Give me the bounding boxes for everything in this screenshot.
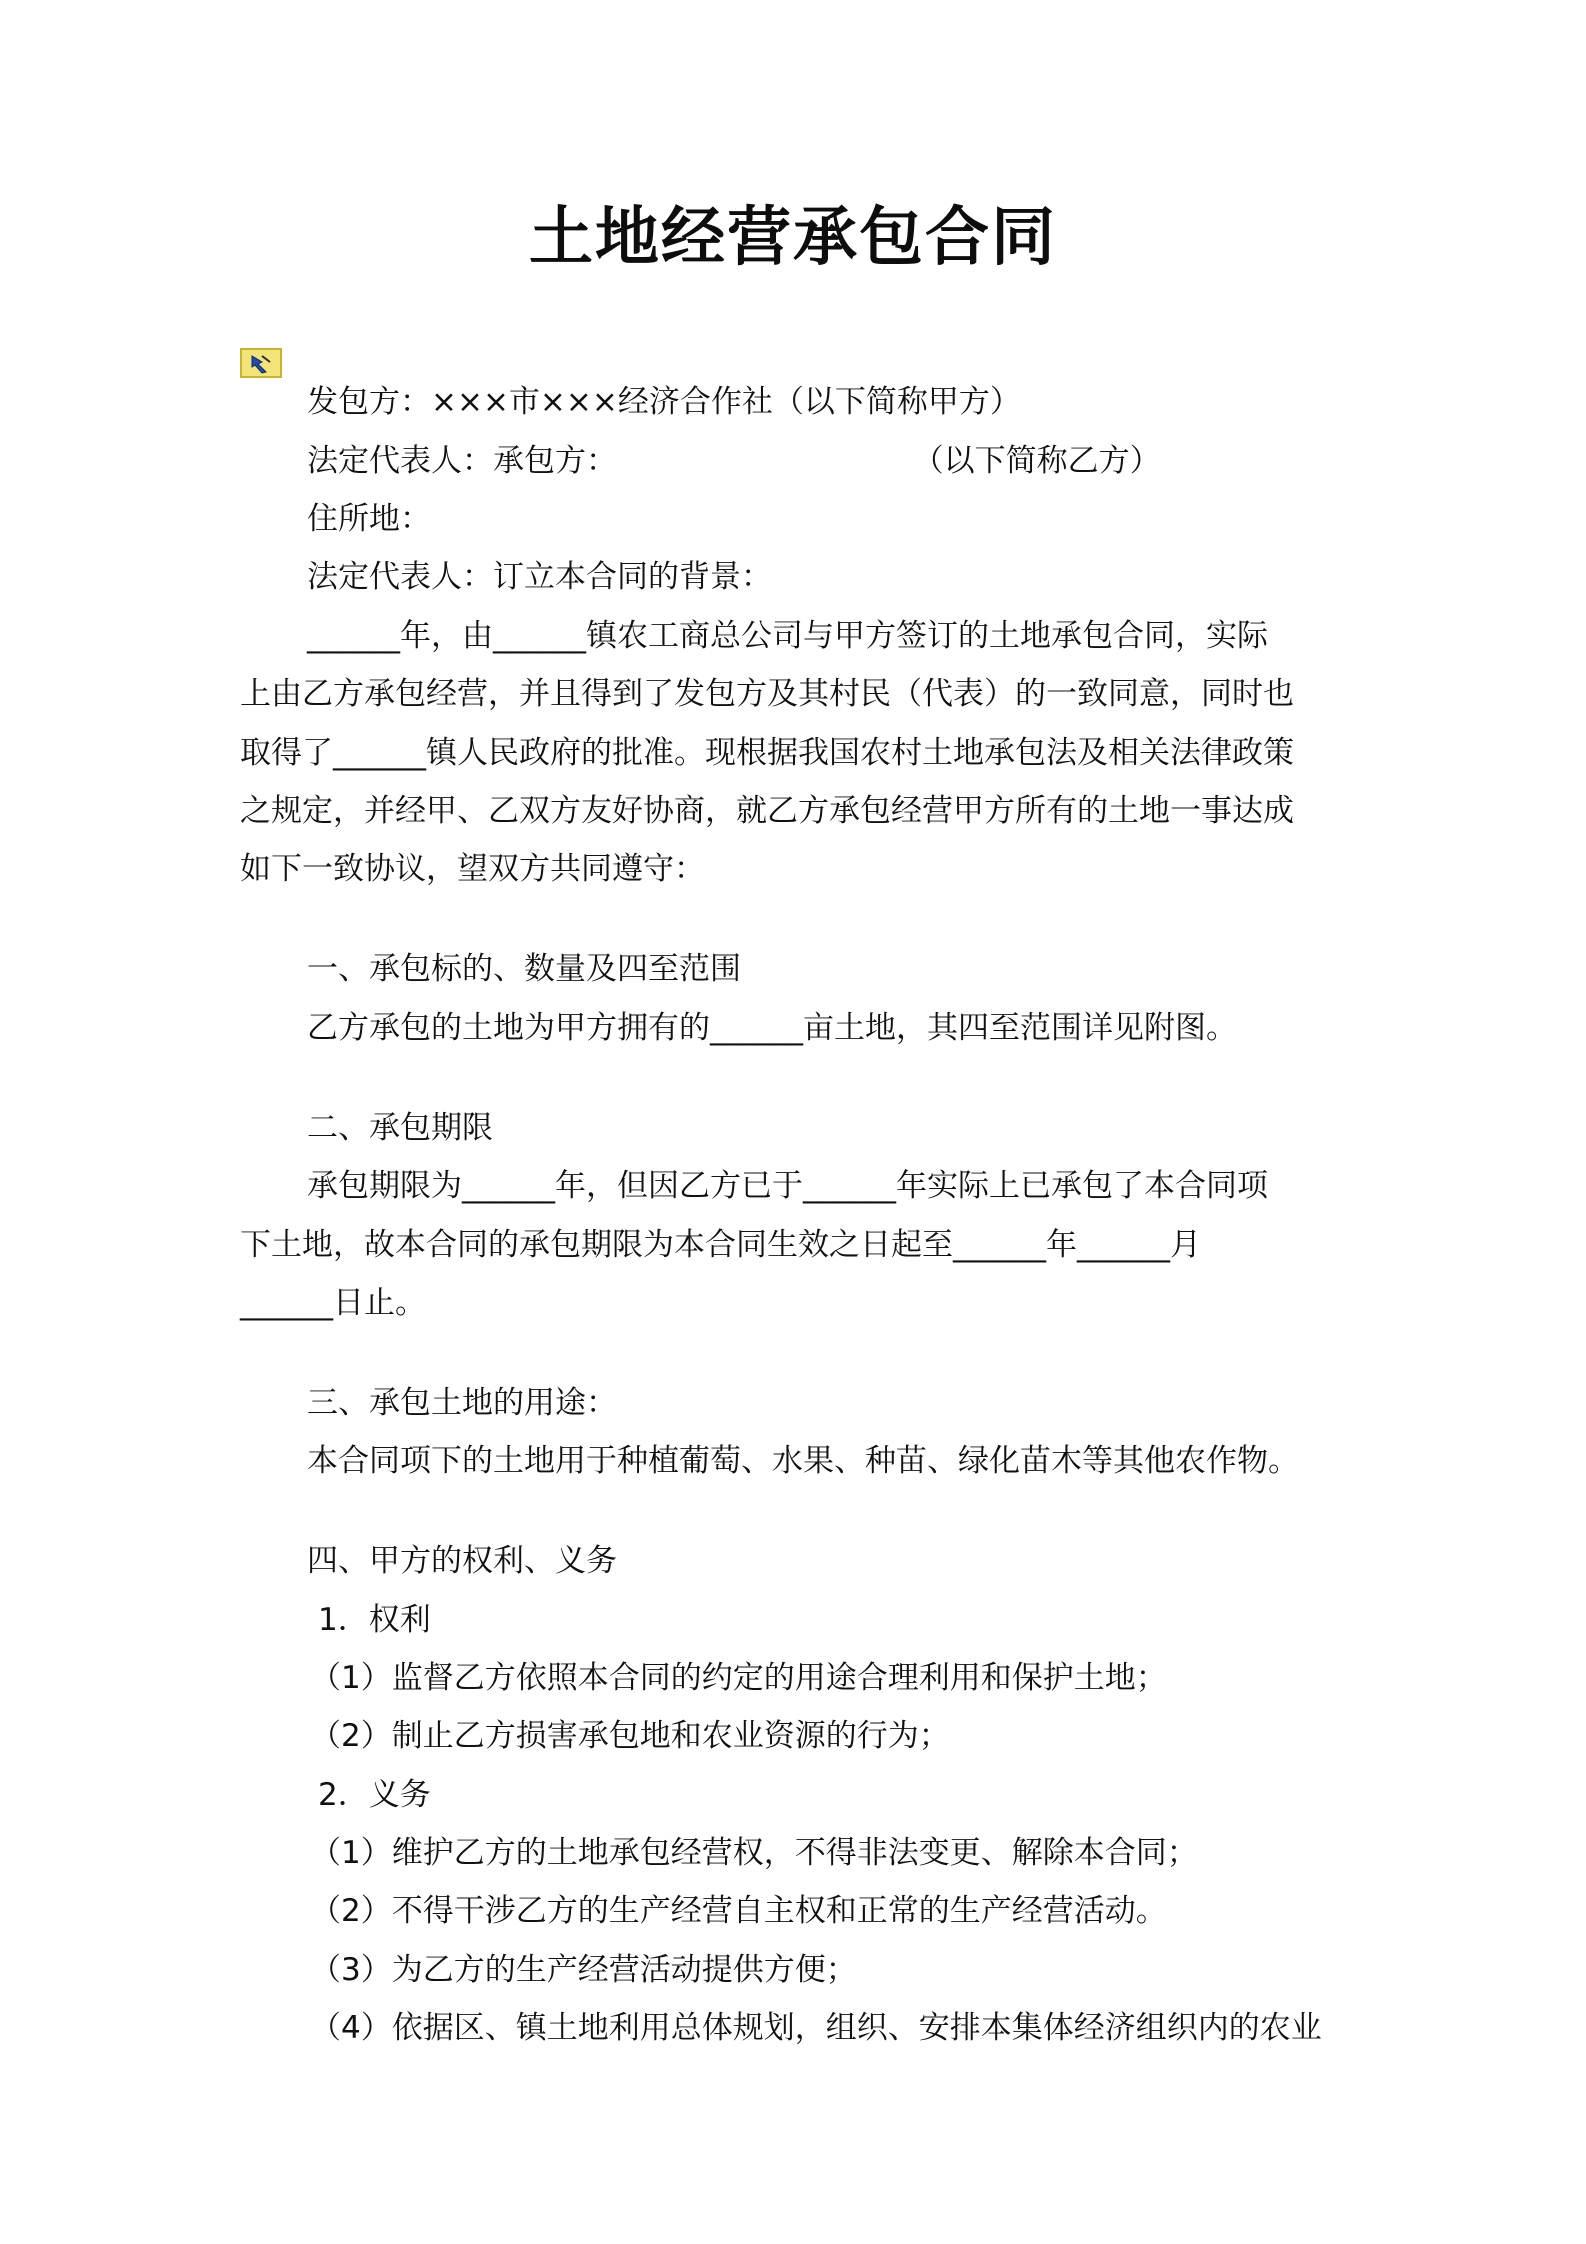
duties-item-1: （1）维护乙方的土地承包经营权，不得非法变更、解除本合同；	[310, 1835, 1198, 1871]
background-line-1: ______年，由______镇农工商总公司与甲方签订的土地承包合同，实际	[307, 618, 1268, 654]
duties-item-4: （4）依据区、镇土地利用总体规划，组织、安排本集体经济组织内的农业	[310, 2010, 1322, 2046]
duties-item-3: （3）为乙方的生产经营活动提供方便；	[310, 1952, 857, 1988]
rights-item-2: （2）制止乙方损害承包地和农业资源的行为；	[310, 1718, 950, 1754]
address-line: 住所地：	[307, 501, 431, 537]
background-line-5: 如下一致协议，望双方共同遵守：	[240, 851, 705, 887]
section2-line-1: 承包期限为______年，但因乙方已于______年实际上已承包了本合同项	[307, 1168, 1268, 1204]
document-comment-icon[interactable]	[240, 348, 282, 378]
section4-heading: 四、甲方的权利、义务	[307, 1543, 617, 1579]
section2-line-2: 下土地，故本合同的承包期限为本合同生效之日起至______年______月	[240, 1227, 1201, 1263]
contractor-line: 发包方：×××市×××经济合作社（以下简称甲方）	[307, 384, 1021, 420]
section2-heading: 二、承包期限	[307, 1110, 493, 1146]
legal-rep-background-line: 法定代表人：订立本合同的背景：	[307, 559, 772, 595]
section3-heading: 三、承包土地的用途：	[307, 1385, 617, 1421]
section1-body: 乙方承包的土地为甲方拥有的______亩土地，其四至范围详见附图。	[307, 1010, 1237, 1046]
document-title: 土地经营承包合同	[529, 201, 1057, 275]
section2-line-3: ______日止。	[240, 1285, 426, 1321]
duties-item-2: （2）不得干涉乙方的生产经营自主权和正常的生产经营活动。	[310, 1893, 1167, 1929]
section3-body: 本合同项下的土地用于种植葡萄、水果、种苗、绿化苗木等其他农作物。	[307, 1443, 1299, 1479]
background-line-4: 之规定，并经甲、乙双方友好协商，就乙方承包经营甲方所有的土地一事达成	[240, 793, 1294, 829]
background-line-3: 取得了______镇人民政府的批准。现根据我国农村土地承包法及相关法律政策	[240, 735, 1294, 771]
background-line-2: 上由乙方承包经营，并且得到了发包方及其村民（代表）的一致同意，同时也	[240, 676, 1294, 712]
legal-rep-contractee-line: 法定代表人：承包方： （以下简称乙方）	[307, 443, 1161, 479]
section1-heading: 一、承包标的、数量及四至范围	[307, 951, 741, 987]
duties-heading: 2．义务	[318, 1777, 431, 1813]
rights-heading: 1．权利	[318, 1602, 431, 1638]
rights-item-1: （1）监督乙方依照本合同的约定的用途合理利用和保护土地；	[310, 1660, 1167, 1696]
